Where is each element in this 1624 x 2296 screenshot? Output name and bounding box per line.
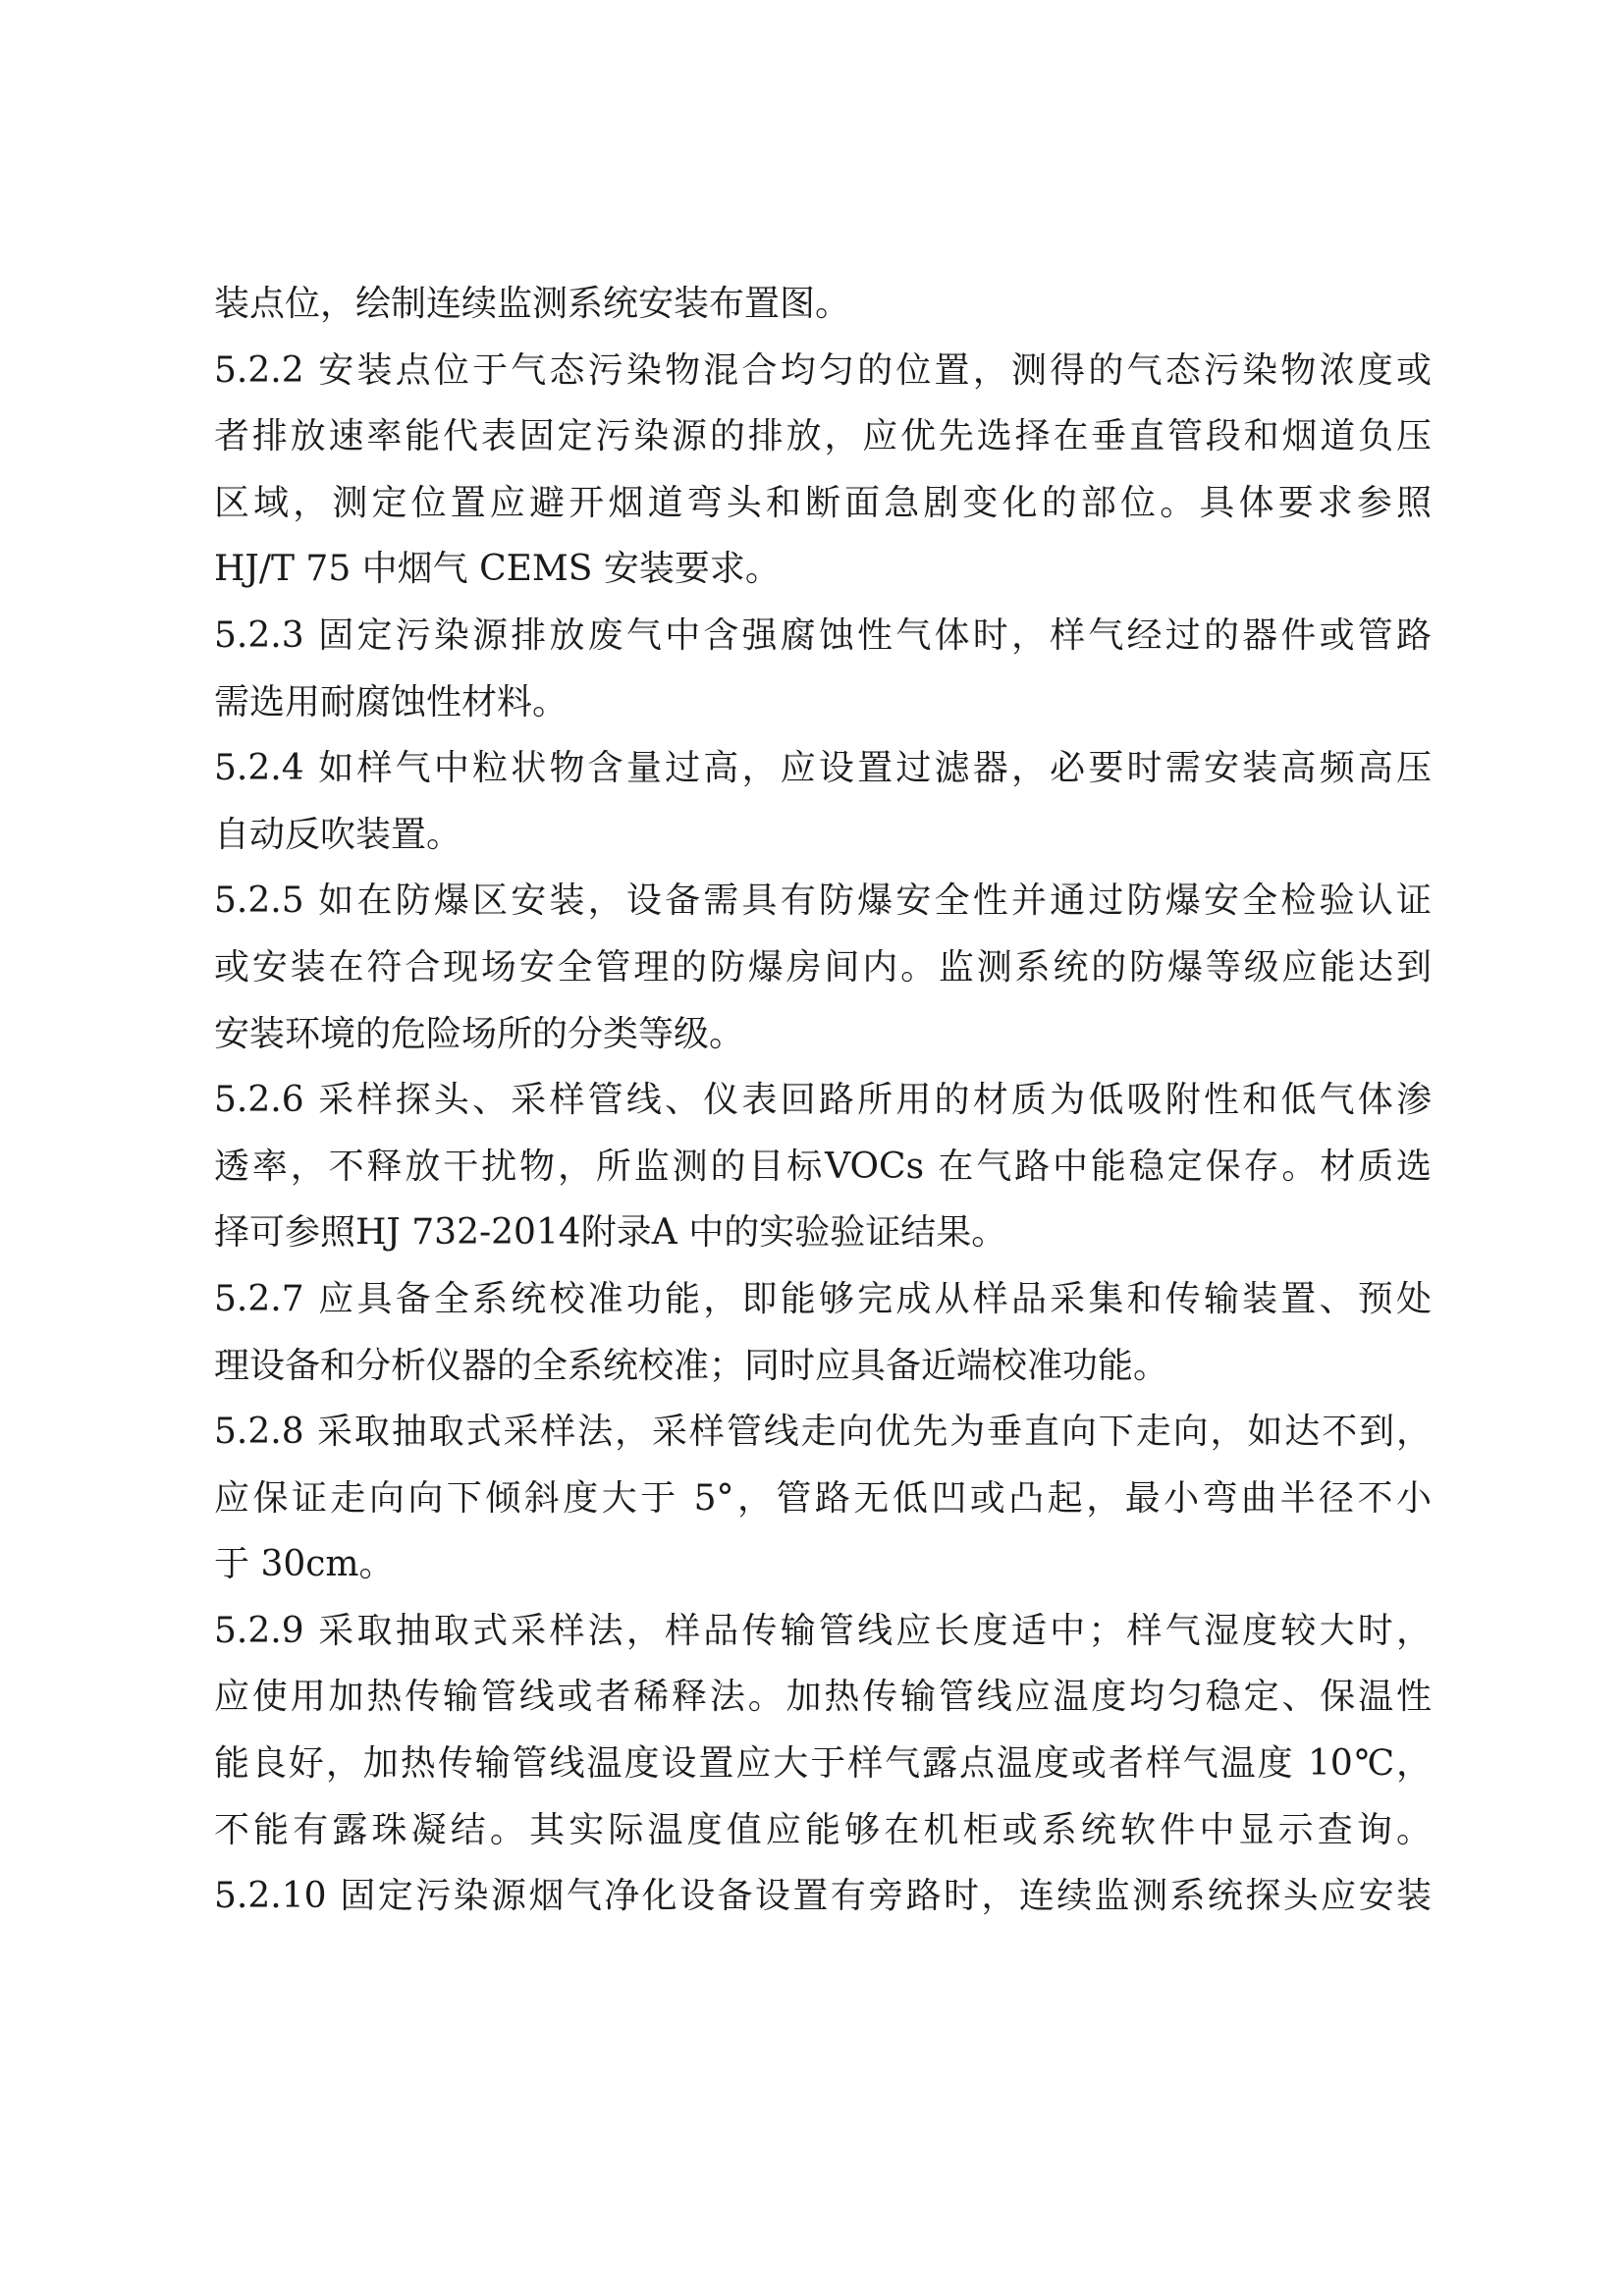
- text-line-12: 安装环境的危险场所的分类等级。: [214, 1013, 745, 1054]
- text-line-22: 应使用加热传输管线或者稀释法。加热传输管线应温度均匀稳定、保温性: [214, 1677, 1432, 1718]
- text-line-17: 理设备和分析仪器的全系统校准；同时应具备近端校准功能。: [214, 1345, 1169, 1386]
- text-line-4: 区域，测定位置应避开烟道弯头和断面急剧变化的部位。具体要求参照: [214, 482, 1432, 523]
- text-line-13: 5.2.6 采样探头、采样管线、仪表回路所用的材质为低吸附性和低气体渗: [214, 1080, 1432, 1121]
- document-body: [214, 271, 1432, 1930]
- text-line-19: 应保证走向向下倾斜度大于 5°，管路无低凹或凸起，最小弯曲半径不小: [214, 1477, 1432, 1519]
- text-line-9: 自动反吹装置。: [214, 814, 462, 855]
- text-line-1: 装点位，绘制连续监测系统安装布置图。: [214, 284, 851, 324]
- text-line-21: 5.2.9 采取抽取式采样法，样品传输管线应长度适中；样气湿度较大时，: [214, 1610, 1432, 1651]
- text-line-3: 者排放速率能代表固定污染源的排放，应优先选择在垂直管段和烟道负压: [214, 416, 1432, 457]
- text-line-5: HJ/T 75 中烟气 CEMS 安装要求。: [214, 549, 781, 590]
- text-line-8: 5.2.4 如样气中粒状物含量过高，应设置过滤器，必要时需安装高频高压: [214, 748, 1432, 789]
- text-line-16: 5.2.7 应具备全系统校准功能，即能够完成从样品采集和传输装置、预处: [214, 1278, 1432, 1319]
- text-line-6: 5.2.3 固定污染源排放废气中含强腐蚀性气体时，样气经过的器件或管路: [214, 614, 1432, 656]
- text-line-20: 于 30cm。: [214, 1544, 395, 1585]
- text-line-15: 择可参照HJ 732-2014附录A 中的实验验证结果。: [214, 1212, 1007, 1254]
- text-line-14: 透率，不释放干扰物，所监测的目标VOCs 在气路中能稳定保存。材质选: [214, 1146, 1432, 1187]
- text-line-7: 需选用耐腐蚀性材料。: [214, 681, 568, 722]
- text-line-10: 5.2.5 如在防爆区安装，设备需具有防爆安全性并通过防爆安全检验认证: [214, 881, 1432, 922]
- text-line-24: 不能有露珠凝结。其实际温度值应能够在机柜或系统软件中显示查询。: [214, 1809, 1432, 1850]
- text-line-2: 5.2.2 安装点位于气态污染物混合均匀的位置，测得的气态污染物浓度或: [214, 349, 1432, 391]
- text-line-25: 5.2.10 固定污染源烟气净化设备设置有旁路时，连续监测系统探头应安装: [214, 1876, 1432, 1917]
- text-line-11: 或安装在符合现场安全管理的防爆房间内。监测系统的防爆等级应能达到: [214, 946, 1432, 988]
- text-line-18: 5.2.8 采取抽取式采样法，采样管线走向优先为垂直向下走向，如达不到，: [214, 1412, 1432, 1453]
- text-line-23: 能良好，加热传输管线温度设置应大于样气露点温度或者样气温度 10℃，: [214, 1743, 1432, 1785]
